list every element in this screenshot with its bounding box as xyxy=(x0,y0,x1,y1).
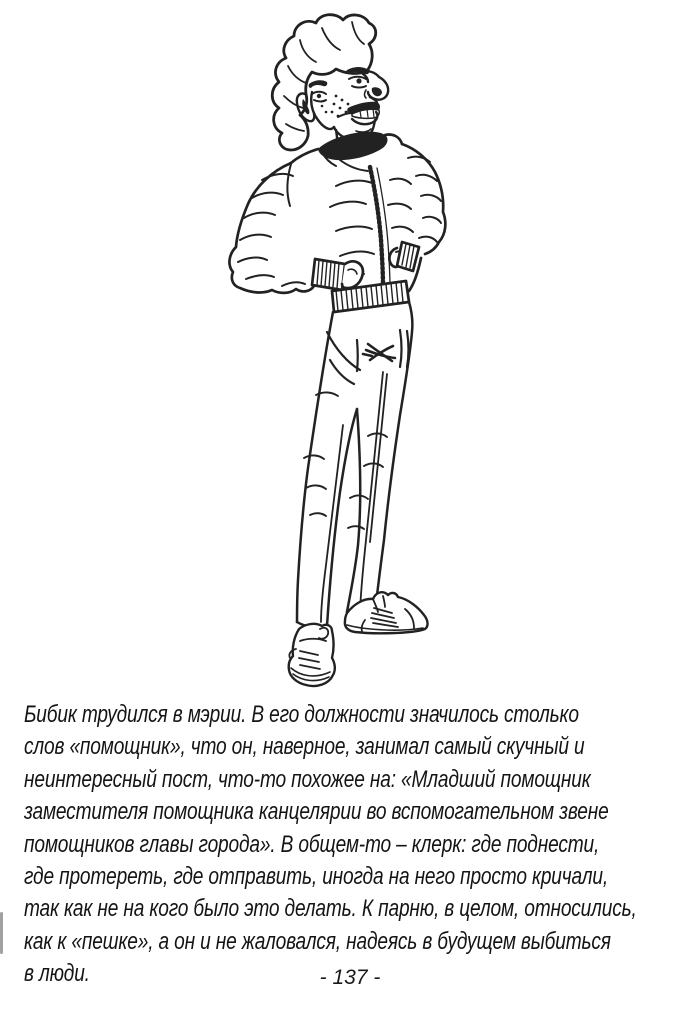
paragraph-line-2: слов «помощник», что он, наверное, занимал самый скучный и xyxy=(24,733,585,761)
jacket-cuff-left xyxy=(312,259,363,290)
paragraph-line-5: помощников главы города». В общем-то – клерк: где поднести, xyxy=(24,830,600,858)
paragraph-line-3: неинтересный пост, что-то похожее на: «Младший помощник xyxy=(24,765,591,793)
paragraph-line-1: Бибик трудился в мэрии. В его должности значилось столько xyxy=(24,701,579,728)
sneaker-left xyxy=(289,624,335,686)
figure-sneakers xyxy=(289,592,428,686)
jacket-zipper xyxy=(370,167,383,288)
paragraph-line-9: в люди. xyxy=(24,960,90,988)
page-number: - 137 - xyxy=(319,966,381,989)
figure-eyebrow-left xyxy=(309,80,328,88)
paragraph-line-4: заместителя помощника канцелярии во вспомогательном звене xyxy=(24,798,609,826)
figure-jacket xyxy=(229,134,445,312)
jacket-cuff-right xyxy=(389,242,419,271)
paragraph-line-8: как к «пешке», а он и не жаловался, надеясь в будущем выбиться xyxy=(24,927,611,955)
scan-artifact xyxy=(0,912,3,954)
paragraph-line-6: где протереть, где отправить, иногда на него просто кричали, xyxy=(24,862,609,890)
figure-tshirt-collar xyxy=(318,132,388,160)
trousers-fly-scribble xyxy=(363,344,395,361)
story-paragraph xyxy=(24,699,684,991)
figure-trousers xyxy=(297,302,412,627)
sneaker-right xyxy=(345,592,428,633)
paragraph-line-7: так как не на кого было это делать. К парню, в целом, относились, xyxy=(24,895,637,923)
